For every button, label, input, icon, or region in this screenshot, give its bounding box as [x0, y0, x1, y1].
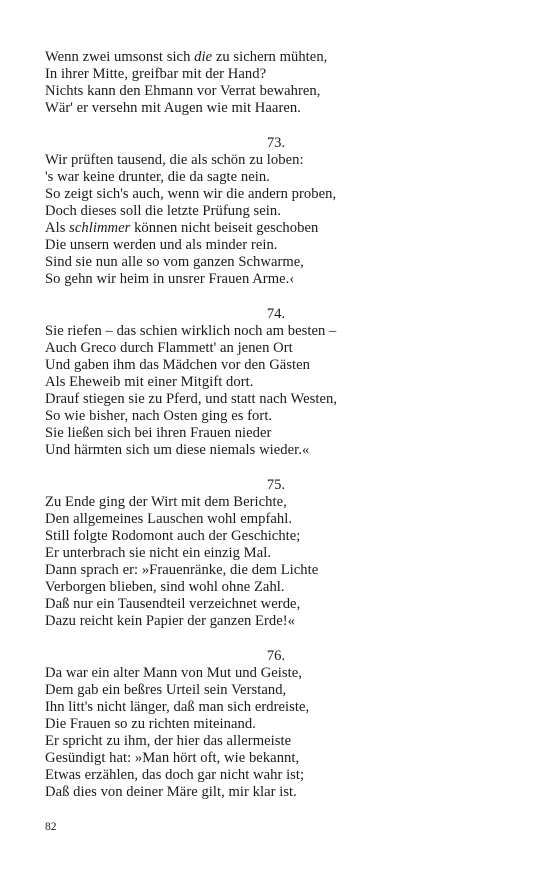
verse-line: Und gaben ihm das Mädchen vor den Gästen	[45, 357, 311, 373]
verse-line: Er unterbrach sie nicht ein einzig Mal.	[45, 545, 272, 561]
verse-line: Als schlimmer können nicht beiseit geschoben	[45, 220, 319, 236]
stanza-75	[45, 477, 485, 630]
verse-line: Drauf stiegen sie zu Pferd, und statt nach Westen,	[45, 391, 338, 407]
verse-line: Wär' er versehn mit Augen wie mit Haaren.	[45, 100, 301, 116]
verse-line: Dem gab ein beßres Urteil sein Verstand,	[45, 682, 287, 698]
verse-line: Verborgen blieben, sind wohl ohne Zahl.	[45, 579, 285, 595]
verse-line: In ihrer Mitte, greifbar mit der Hand?	[45, 66, 267, 82]
verse-line: Als Eheweib mit einer Mitgift dort.	[45, 374, 254, 390]
verse-line: Ihn litt's nicht länger, daß man sich erdreiste,	[45, 699, 310, 715]
verse-line: So wie bisher, nach Osten ging es fort.	[45, 408, 273, 424]
verse-line: Sind sie nun alle so vom ganzen Schwarme,	[45, 254, 305, 270]
poem-text	[45, 49, 485, 819]
verse-line: Daß nur ein Tausendteil verzeichnet werde,	[45, 596, 301, 612]
verse-line: Etwas erzählen, das doch gar nicht wahr ist;	[45, 767, 305, 783]
verse-line: Auch Greco durch Flammett' an jenen Ort	[45, 340, 293, 356]
verse-line: So gehn wir heim in unsrer Frauen Arme.‹	[45, 271, 295, 287]
stanza-72-continued	[45, 49, 485, 117]
stanza-74	[45, 306, 485, 459]
stanza-number: 73.	[266, 135, 286, 151]
verse-line: Da war ein alter Mann von Mut und Geiste,	[45, 665, 302, 681]
verse-line: Die unsern werden und als minder rein.	[45, 237, 278, 253]
stanza-number: 75.	[266, 477, 286, 493]
verse-line: Daß dies von deiner Märe gilt, mir klar ist.	[45, 784, 297, 800]
verse-line: Zu Ende ging der Wirt mit dem Berichte,	[45, 494, 287, 510]
verse-line: Sie ließen sich bei ihren Frauen nieder	[45, 425, 272, 441]
verse-line: Und härmten sich um diese niemals wieder.«	[45, 442, 310, 458]
verse-line: 's war keine drunter, die da sagte nein.	[45, 169, 270, 185]
verse-line: Die Frauen so zu richten miteinand.	[45, 716, 256, 732]
verse-line: Still folgte Rodomont auch der Geschichte;	[45, 528, 301, 544]
stanza-number: 76.	[266, 648, 286, 664]
verse-line: Den allgemeines Lauschen wohl empfahl.	[45, 511, 293, 527]
verse-line: Er spricht zu ihm, der hier das allermeiste	[45, 733, 292, 749]
stanza-76	[45, 648, 485, 801]
verse-line: Dazu reicht kein Papier der ganzen Erde!«	[45, 613, 296, 629]
verse-line: Gesündigt hat: »Man hört oft, wie bekannt,	[45, 750, 300, 766]
verse-line: Wir prüften tausend, die als schön zu loben:	[45, 152, 304, 168]
page-number: 82	[45, 821, 57, 833]
verse-line: Doch dieses soll die letzte Prüfung sein.	[45, 203, 281, 219]
verse-line: So zeigt sich's auch, wenn wir die andern proben,	[45, 186, 337, 202]
stanza-number: 74.	[266, 306, 286, 322]
verse-line: Sie riefen – das schien wirklich noch am besten –	[45, 323, 337, 339]
stanza-73	[45, 135, 485, 288]
verse-line: Wenn zwei umsonst sich die zu sichern mühten,	[45, 49, 328, 65]
verse-line: Dann sprach er: »Frauenränke, die dem Lichte	[45, 562, 319, 578]
verse-line: Nichts kann den Ehmann vor Verrat bewahren,	[45, 83, 321, 99]
